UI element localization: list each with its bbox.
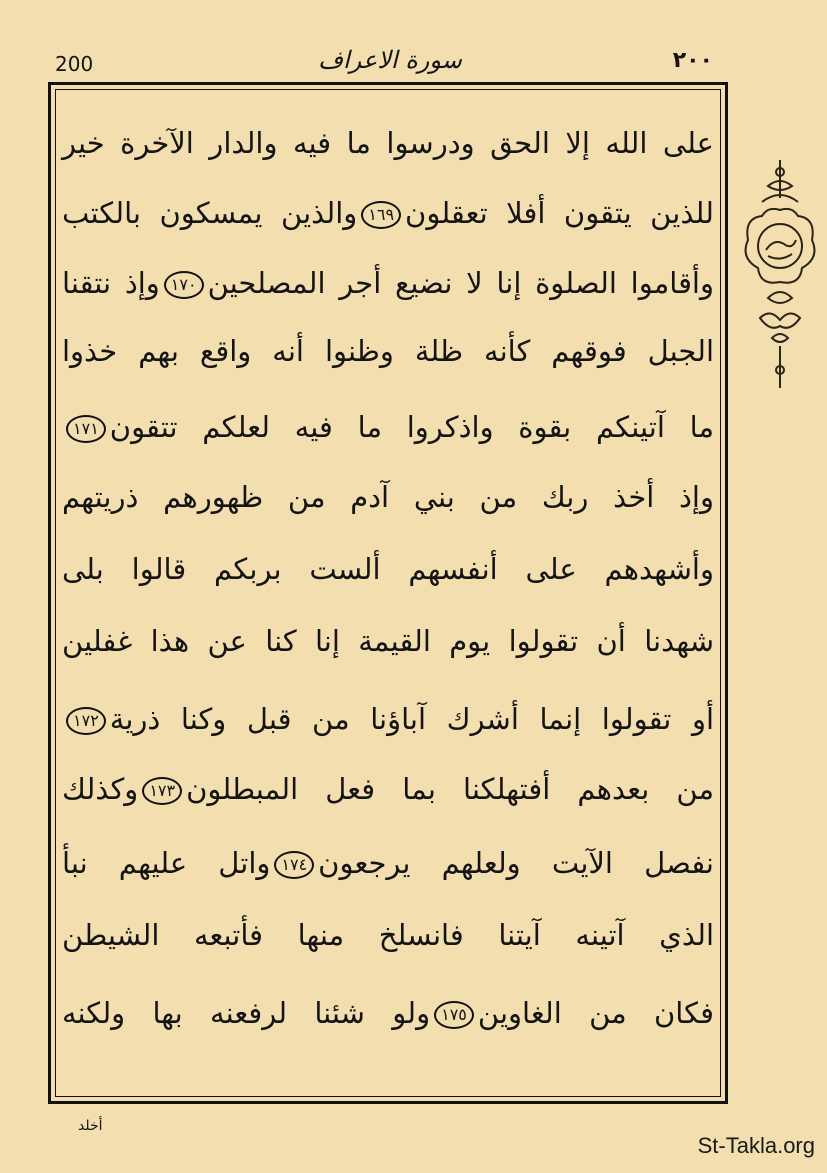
verse-text: ولو شئنا لرفعنه بها ولكنه: [62, 996, 431, 1030]
verse-line: [62, 830, 714, 896]
verse-text: وإذ أخذ ربك من بني آدم من ظهورهم ذريتهم: [62, 480, 714, 514]
verse-text: واتل عليهم نبأ: [62, 846, 271, 880]
verse-line: [62, 464, 714, 530]
verse-text: وأقاموا الصلوة إنا لا نضيع أجر المصلحين: [207, 266, 714, 300]
verse-line: [62, 608, 714, 674]
page-number-right: ٢٠٠: [672, 48, 713, 73]
page-number-left: 200: [55, 52, 94, 76]
verse-text: فكان من الغاوين: [477, 996, 714, 1030]
watermark-text: St-Takla.org: [697, 1133, 815, 1158]
verse-text: للذين يتقون أفلا تعقلون: [405, 196, 714, 230]
verse-line: [62, 318, 714, 384]
verse-text: ما آتينكم بقوة واذكروا ما فيه لعلكم تتقون: [109, 410, 714, 444]
catchword: أخلد: [78, 1118, 103, 1134]
verse-text: الجبل فوقهم كأنه ظلة وظنوا أنه واقع بهم خذوا: [62, 334, 714, 368]
verse-line: [62, 980, 714, 1046]
verse-line: [62, 756, 714, 822]
verse-line: [62, 250, 714, 316]
verse-number-marker: ١٧٤: [274, 851, 314, 879]
verse-line: [62, 180, 714, 246]
verse-number-marker: ١٧٢: [66, 707, 106, 735]
verse-text: من بعدهم أفتهلكنا بما فعل المبطلون: [186, 772, 714, 806]
verse-number-marker: ١٦٩: [361, 201, 401, 229]
verse-text: وكذلك: [62, 772, 139, 806]
page-header: [45, 44, 735, 82]
verse-text: والذين يمسكون بالكتب: [62, 196, 358, 230]
verse-text: نفصل الآيت ولعلهم يرجعون: [318, 846, 714, 880]
verse-line: [62, 110, 714, 176]
verse-number-marker: ١٧٠: [164, 271, 204, 299]
verse-text: أو تقولوا إنما أشرك آباؤنا من قبل وكنا ذرية: [109, 702, 714, 736]
verse-text: وأشهدهم على أنفسهم ألست بربكم قالوا بلى: [62, 552, 714, 586]
verse-line: [62, 536, 714, 602]
verse-text-block: [62, 92, 714, 1092]
hizb-ornament-icon: [738, 158, 822, 390]
verse-text: الذي آتينه آيتنا فانسلخ منها فأتبعه الشيطن: [62, 918, 714, 952]
verse-text: شهدنا أن تقولوا يوم القيمة إنا كنا عن هذا غفلين: [62, 624, 714, 658]
verse-line: [62, 394, 714, 460]
verse-number-marker: ١٧٣: [142, 777, 182, 805]
verse-line: [62, 686, 714, 752]
verse-number-marker: ١٧١: [66, 415, 106, 443]
verse-number-marker: ١٧٥: [434, 1001, 474, 1029]
verse-line: [62, 902, 714, 968]
surah-title: سورة الاعراف: [318, 46, 462, 74]
verse-text: وإذ نتقنا: [62, 266, 160, 300]
verse-text: على الله إلا الحق ودرسوا ما فيه والدار الآخرة خير: [62, 126, 714, 160]
